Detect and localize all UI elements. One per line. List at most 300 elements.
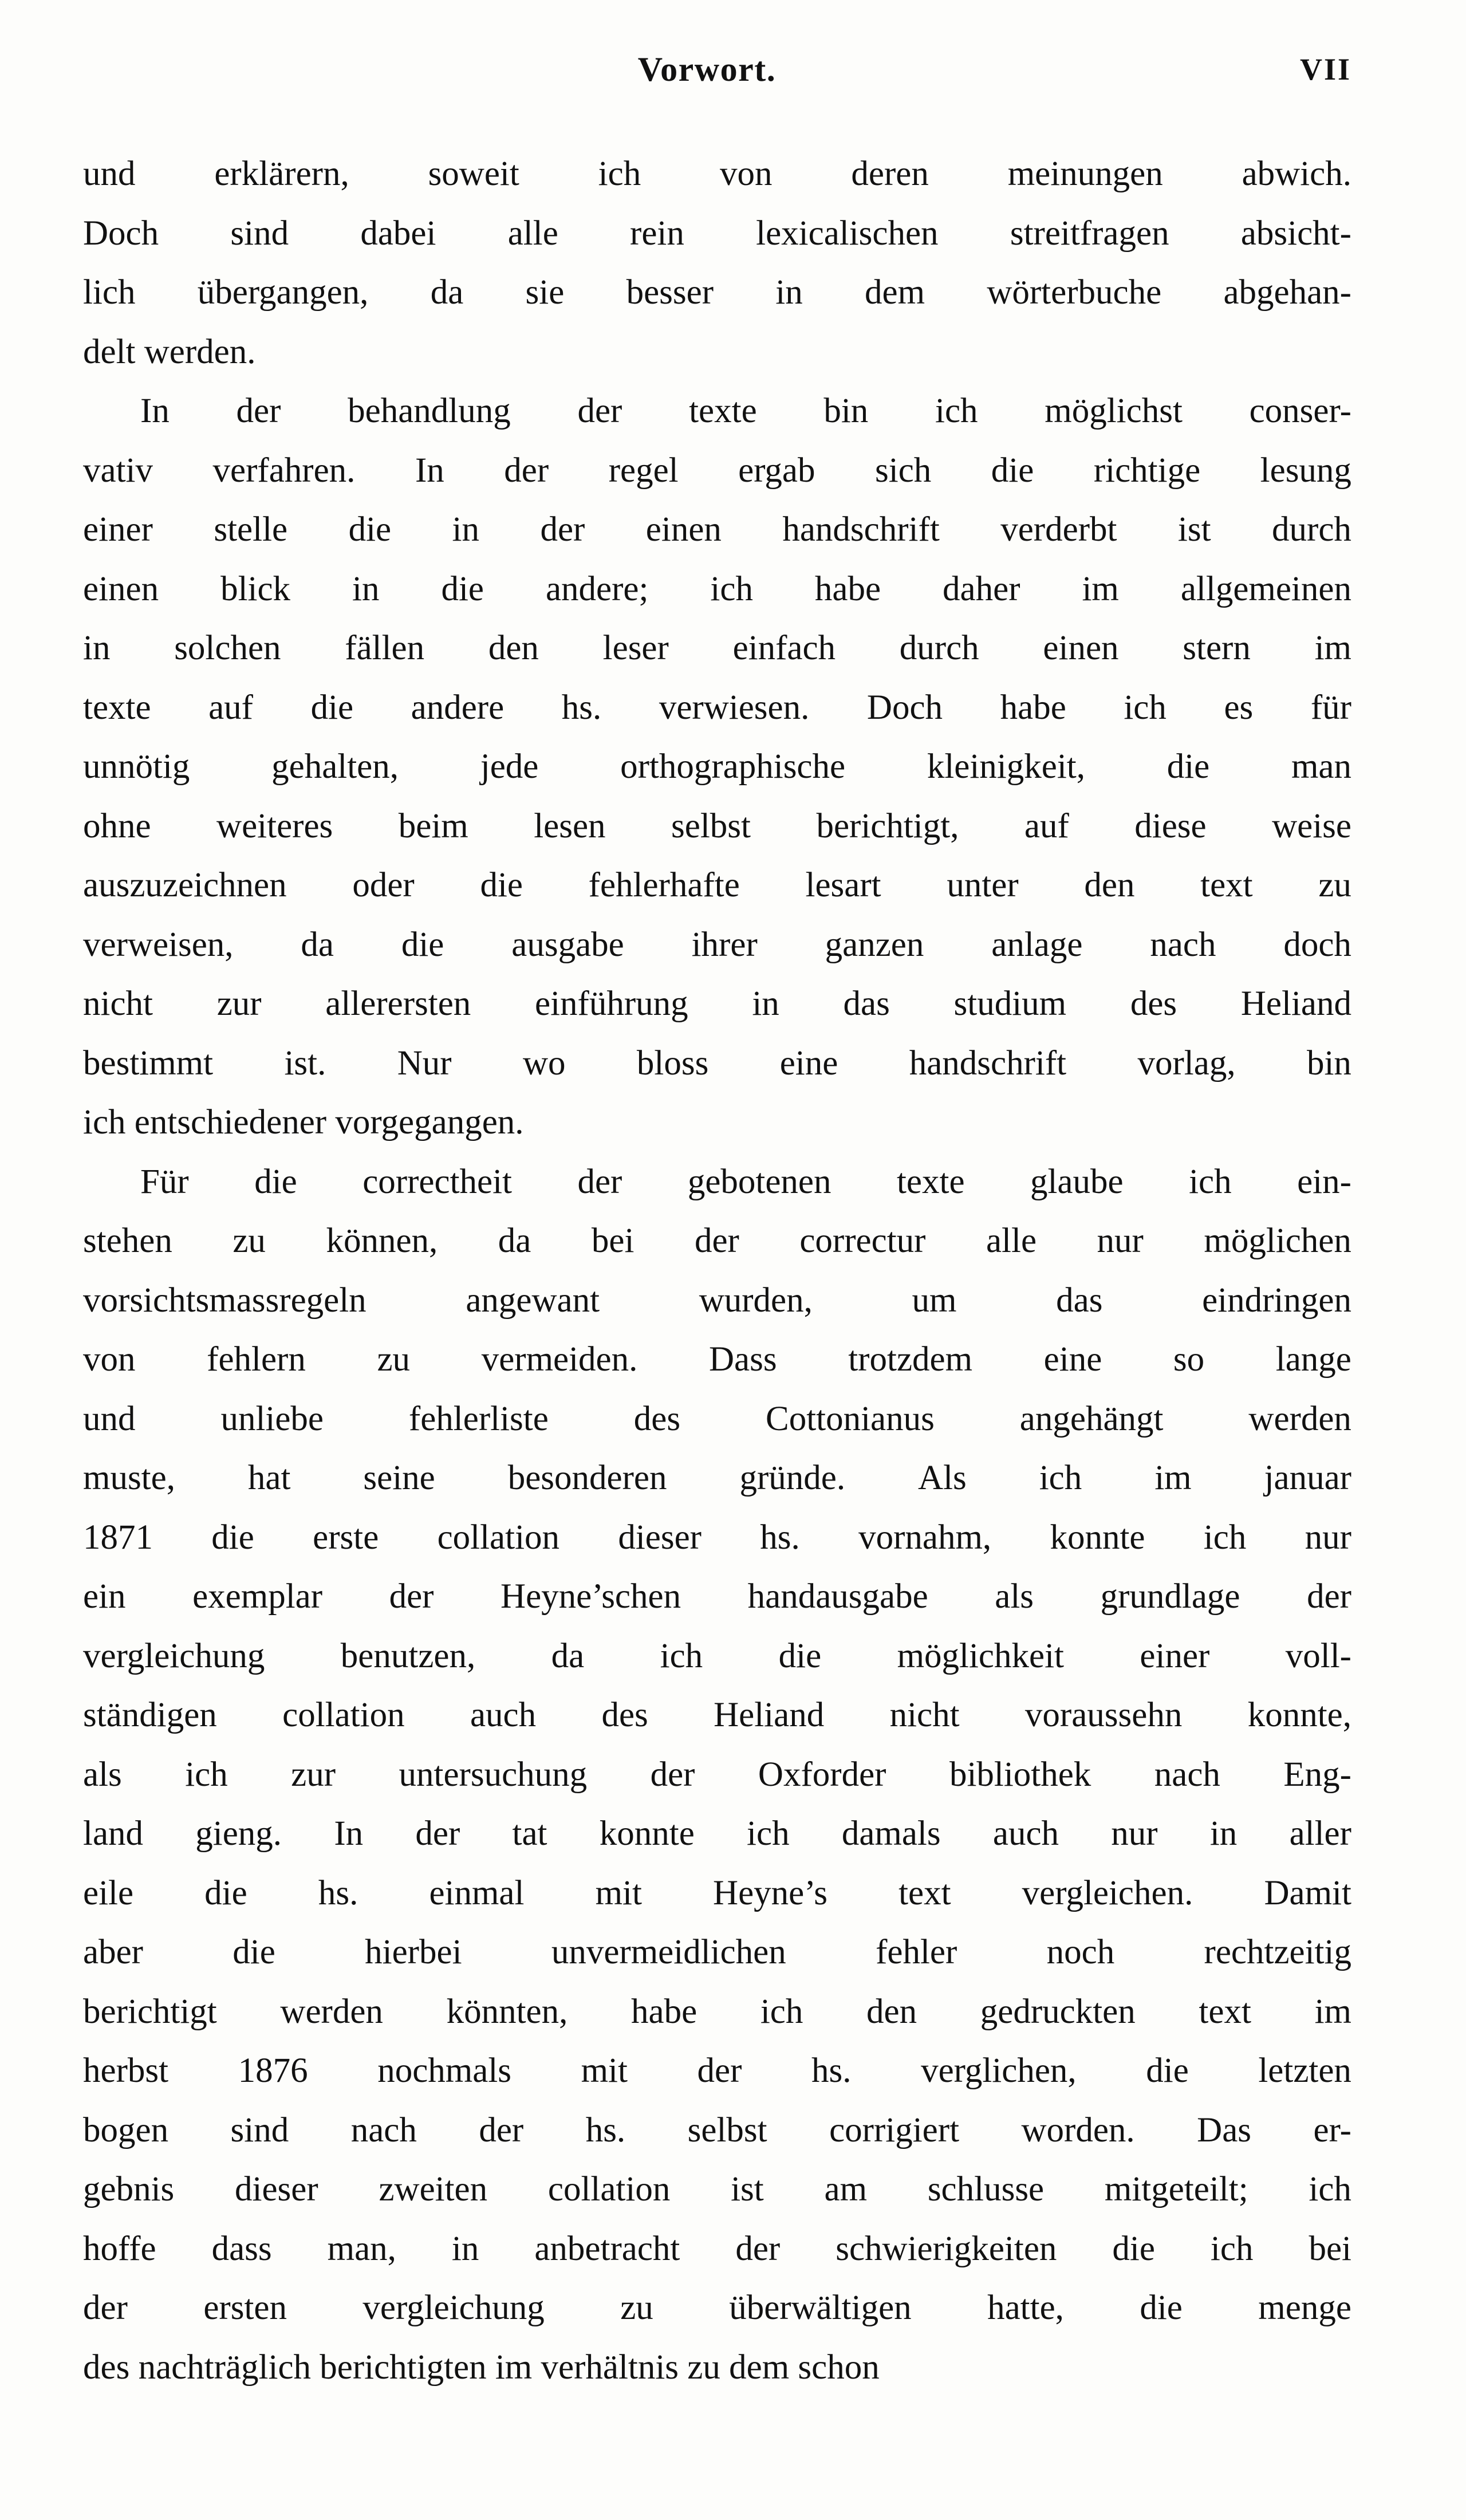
word: einer — [1140, 1636, 1210, 1675]
word: selbst — [687, 2110, 767, 2149]
word: man, — [327, 2229, 396, 2268]
text-line: ich entschiedener vorgegangen. — [83, 1103, 524, 1141]
word: die — [778, 1636, 822, 1675]
word: ein — [83, 1577, 126, 1616]
word: und — [83, 155, 136, 193]
word: Damit — [1264, 1873, 1351, 1912]
word: der — [389, 1577, 434, 1616]
word: In — [140, 392, 170, 430]
word: bogen — [83, 2110, 169, 2149]
word: handschrift — [909, 1044, 1067, 1082]
word: dem — [865, 273, 925, 312]
word: im — [1314, 629, 1351, 667]
word: alle — [986, 1222, 1037, 1260]
word: in — [83, 629, 111, 667]
word: letzten — [1258, 2052, 1351, 2090]
word: einmal — [429, 1873, 525, 1912]
word: lexicalischen — [756, 214, 939, 253]
word: wo — [522, 1044, 566, 1082]
word: wörterbuche — [987, 273, 1162, 312]
word: ausgabe — [511, 925, 624, 964]
text-line — [83, 1686, 1351, 1745]
running-head — [83, 49, 1351, 94]
word: verweisen, — [83, 925, 234, 964]
word: januar — [1264, 1459, 1351, 1497]
word: sind — [230, 214, 289, 253]
word: ich — [1203, 1518, 1247, 1557]
word: orthographische — [620, 747, 846, 786]
word: richtige — [1093, 451, 1201, 490]
word: stehen — [83, 1222, 172, 1260]
word: weiteres — [216, 806, 333, 845]
word: lesart — [805, 866, 881, 904]
word: im — [1154, 1459, 1192, 1497]
word: seine — [363, 1459, 435, 1497]
word: vermeiden. — [481, 1340, 638, 1379]
word: zu — [620, 2289, 653, 2327]
word: Eng- — [1283, 1755, 1351, 1794]
text-line — [83, 797, 1351, 856]
word: beim — [398, 806, 468, 845]
word: konnte — [599, 1814, 695, 1853]
word: nicht — [889, 1696, 960, 1734]
word: lich — [83, 273, 136, 312]
word: studium — [953, 985, 1067, 1023]
word: eine — [779, 1044, 838, 1082]
word: einen — [83, 569, 159, 608]
word: durch — [899, 629, 979, 667]
word: correctheit — [362, 1162, 512, 1201]
word: angehängt — [1019, 1399, 1164, 1438]
word: erklärern, — [214, 155, 349, 193]
word: am — [824, 2170, 868, 2208]
word: habe — [631, 1992, 697, 2031]
word: lesung — [1260, 451, 1351, 490]
word: dieser — [618, 1518, 702, 1557]
word: stelle — [214, 510, 288, 549]
word: gebnis — [83, 2170, 175, 2208]
word: möglichen — [1204, 1222, 1351, 1260]
word: gehalten, — [271, 747, 399, 786]
word: unvermeidlichen — [551, 1933, 786, 1971]
word: streitfragen — [1010, 214, 1169, 253]
word: solchen — [174, 629, 281, 667]
word: ständigen — [83, 1696, 217, 1734]
word: mit — [595, 1873, 642, 1912]
word: eile — [83, 1873, 134, 1912]
word: muste, — [83, 1459, 175, 1497]
word: voraussehn — [1024, 1696, 1183, 1734]
word: fehlerhafte — [588, 866, 740, 904]
text-line — [83, 1508, 1351, 1568]
word: text — [898, 1873, 951, 1912]
word: in — [752, 985, 779, 1023]
word: ohne — [83, 806, 151, 845]
word: herbst — [83, 2052, 169, 2090]
word: aber — [83, 1933, 143, 1971]
word: nur — [1111, 1814, 1158, 1853]
word: da — [551, 1636, 585, 1675]
word: texte — [83, 688, 151, 727]
word: fehler — [876, 1933, 957, 1971]
word: können, — [326, 1222, 438, 1260]
text-line — [83, 2278, 1351, 2338]
word: der — [415, 1814, 460, 1853]
word: auch — [470, 1696, 537, 1734]
word: einer — [83, 510, 153, 549]
word: hs. — [318, 1873, 358, 1912]
word: vergleichung — [362, 2289, 545, 2327]
word: damals — [841, 1814, 941, 1853]
word: text — [1199, 1992, 1251, 2031]
text-line — [83, 1627, 1351, 1686]
word: untersuchung — [399, 1755, 588, 1794]
word: zweiten — [379, 2170, 488, 2208]
word: vergleichen. — [1022, 1873, 1193, 1912]
word: trotzdem — [848, 1340, 973, 1379]
word: um — [912, 1281, 957, 1320]
word: da — [301, 925, 334, 964]
word: Für — [140, 1162, 189, 1201]
word: hs. — [585, 2110, 626, 2149]
word: die — [348, 510, 392, 549]
word: ich — [760, 1992, 803, 2031]
word: mit — [581, 2052, 628, 2090]
word: die — [441, 569, 484, 608]
word: in — [451, 2229, 479, 2268]
word: sie — [525, 273, 565, 312]
word: einfach — [732, 629, 836, 667]
word: Nur — [397, 1044, 452, 1082]
word: tat — [512, 1814, 547, 1853]
word: durch — [1272, 510, 1351, 549]
word: mitgeteilt; — [1104, 2170, 1248, 2208]
paragraph — [83, 144, 1351, 381]
word: konnte, — [1247, 1696, 1351, 1734]
word: oder — [352, 866, 415, 904]
word: Oxforder — [758, 1755, 886, 1794]
word: menge — [1258, 2289, 1351, 2327]
word: worden. — [1021, 2110, 1135, 2149]
word: hat — [247, 1459, 291, 1497]
word: die — [1146, 2052, 1189, 2090]
word: bin — [823, 392, 869, 430]
word: könnten, — [446, 1992, 568, 2031]
word: unter — [947, 866, 1019, 904]
word: bei — [591, 1222, 635, 1260]
word: aller — [1289, 1814, 1351, 1853]
paragraph — [83, 381, 1351, 1152]
text-line — [83, 500, 1351, 560]
word: Heliand — [1240, 985, 1351, 1023]
word: exemplar — [192, 1577, 323, 1616]
word: hatte, — [987, 2289, 1064, 2327]
word: die — [232, 1933, 275, 1971]
word: conser- — [1249, 392, 1351, 430]
word: ich — [747, 1814, 790, 1853]
word: kleinigkeit, — [927, 747, 1085, 786]
word: besser — [626, 273, 714, 312]
text-line — [83, 856, 1351, 915]
word: deren — [851, 155, 929, 193]
word: vorsichtsmassregeln — [83, 1281, 366, 1320]
word: unliebe — [220, 1399, 324, 1438]
word: in — [452, 510, 479, 549]
word: unnötig — [83, 747, 190, 786]
word: gieng. — [195, 1814, 282, 1853]
word: land — [83, 1814, 144, 1853]
word: ihrer — [691, 925, 758, 964]
word: Heliand — [714, 1696, 825, 1734]
word: Dass — [709, 1340, 777, 1379]
word: allgemeinen — [1180, 569, 1351, 608]
word: voll- — [1285, 1636, 1351, 1675]
word: ich — [1124, 688, 1167, 727]
word: bibliothek — [949, 1755, 1091, 1794]
word: bin — [1306, 1044, 1351, 1082]
text-line: delt werden. — [83, 332, 256, 371]
word: die — [1167, 747, 1210, 786]
word: des — [1130, 985, 1177, 1023]
word: In — [334, 1814, 364, 1853]
word: benutzen, — [340, 1636, 476, 1675]
word: zur — [291, 1755, 336, 1794]
word: und — [83, 1399, 136, 1438]
word: auszuzeichnen — [83, 866, 287, 904]
word: doch — [1283, 925, 1351, 964]
word: texte — [896, 1162, 965, 1201]
word: von — [720, 155, 773, 193]
word: Doch — [83, 214, 159, 253]
word: diese — [1134, 806, 1207, 845]
word: der — [479, 2110, 524, 2149]
word: als — [995, 1577, 1034, 1616]
word: hs. — [811, 2052, 852, 2090]
word: Heyne’schen — [501, 1577, 681, 1616]
text-line — [83, 2101, 1351, 2160]
word: die — [991, 451, 1034, 490]
word: ich — [1039, 1459, 1082, 1497]
word: so — [1173, 1340, 1205, 1379]
word: die — [211, 1518, 254, 1557]
word: abgehan- — [1223, 273, 1351, 312]
text-line — [83, 1982, 1351, 2042]
word: verderbt — [1000, 510, 1117, 549]
word: in — [352, 569, 380, 608]
word: angewant — [466, 1281, 600, 1320]
word: vativ — [83, 451, 153, 490]
page-title: Vorwort. — [637, 50, 777, 88]
word: noch — [1046, 1933, 1115, 1971]
word: collation — [437, 1518, 560, 1557]
word: die — [254, 1162, 297, 1201]
word: fehlerliste — [408, 1399, 549, 1438]
word: glaube — [1030, 1162, 1124, 1201]
word: soweit — [428, 155, 519, 193]
word: sind — [230, 2110, 289, 2149]
word: ist. — [284, 1044, 326, 1082]
word: eindringen — [1202, 1281, 1351, 1320]
word: da — [498, 1222, 531, 1260]
text-line — [83, 1152, 1351, 1212]
word: sich — [875, 451, 932, 490]
word: 1871 — [83, 1518, 153, 1557]
text-line — [83, 2160, 1351, 2219]
word: Als — [918, 1459, 967, 1497]
word: texte — [689, 392, 757, 430]
word: habe — [1000, 688, 1066, 727]
word: zu — [377, 1340, 411, 1379]
word: der — [540, 510, 585, 549]
word: bei — [1309, 2229, 1351, 2268]
word: werden — [280, 1992, 383, 2031]
word: das — [843, 985, 890, 1023]
text-line — [83, 619, 1351, 678]
word: ich — [1210, 2229, 1254, 2268]
word: nicht — [83, 985, 153, 1023]
text-line — [83, 441, 1351, 501]
word: lange — [1275, 1340, 1351, 1379]
page-number: VII — [1299, 52, 1351, 86]
word: eine — [1043, 1340, 1102, 1379]
word: der — [504, 451, 549, 490]
word: ist — [1177, 510, 1211, 549]
word: ich — [598, 155, 641, 193]
word: daher — [943, 569, 1020, 608]
word: dabei — [360, 214, 436, 253]
word: hs. — [561, 688, 602, 727]
word: von — [83, 1340, 136, 1379]
word: ich — [660, 1636, 703, 1675]
text-line — [83, 2219, 1351, 2279]
word: nur — [1097, 1222, 1144, 1260]
word: schlusse — [927, 2170, 1045, 2208]
word: übergangen, — [197, 273, 369, 312]
text-line — [83, 678, 1351, 738]
word: schwierigkeiten — [836, 2229, 1057, 2268]
word: abwich. — [1242, 155, 1351, 193]
text-line — [83, 2041, 1351, 2101]
word: es — [1224, 688, 1254, 727]
word: konnte — [1050, 1518, 1145, 1557]
word: möglichkeit — [897, 1636, 1064, 1675]
word: einführung — [535, 985, 688, 1023]
text-line — [83, 1448, 1351, 1508]
text-line — [83, 263, 1351, 322]
word: der — [83, 2289, 128, 2327]
word: lesen — [534, 806, 606, 845]
word: möglichst — [1045, 392, 1183, 430]
word: der — [697, 2052, 742, 2090]
word: berichtigt — [83, 1992, 217, 2031]
text-line — [83, 204, 1351, 263]
word: zur — [216, 985, 262, 1023]
word: werden — [1248, 1399, 1351, 1438]
word: fehlern — [207, 1340, 306, 1379]
word: des — [601, 1696, 648, 1734]
word: besonderen — [507, 1459, 667, 1497]
word: alle — [507, 214, 558, 253]
text-line — [83, 1745, 1351, 1805]
word: der — [735, 2229, 781, 2268]
word: rechtzeitig — [1204, 1933, 1351, 1971]
text-line — [83, 737, 1351, 797]
word: überwältigen — [729, 2289, 912, 2327]
word: collation — [282, 1696, 405, 1734]
text-line — [83, 1923, 1351, 1982]
word: fällen — [345, 629, 425, 667]
word: er- — [1313, 2110, 1351, 2149]
word: ganzen — [825, 925, 924, 964]
word: ersten — [203, 2289, 287, 2327]
word: im — [1082, 569, 1119, 608]
word: einen — [1043, 629, 1119, 667]
paragraph — [83, 1152, 1351, 2397]
word: dass — [211, 2229, 272, 2268]
word: der — [650, 1755, 695, 1794]
word: leser — [602, 629, 669, 667]
word: auf — [1024, 806, 1069, 845]
word: nach — [1150, 925, 1216, 964]
word: für — [1310, 688, 1351, 727]
word: ein- — [1297, 1162, 1351, 1201]
word: Cottonianus — [766, 1399, 935, 1438]
text-line — [83, 1034, 1351, 1093]
word: den — [488, 629, 539, 667]
word: habe — [814, 569, 881, 608]
word: einen — [645, 510, 722, 549]
word: weise — [1272, 806, 1351, 845]
word: andere — [411, 688, 505, 727]
word: den — [1084, 866, 1135, 904]
word: gebotenen — [687, 1162, 831, 1201]
word: die — [1140, 2289, 1183, 2327]
word: als — [83, 1755, 122, 1794]
word: der — [694, 1222, 739, 1260]
word: rein — [630, 214, 684, 253]
word: der — [236, 392, 281, 430]
word: ich — [1309, 2170, 1351, 2208]
word: die — [310, 688, 354, 727]
word: des — [633, 1399, 681, 1438]
text-line — [83, 381, 1351, 441]
word: verwiesen. — [659, 688, 810, 727]
word: Heyne’s — [713, 1873, 827, 1912]
word: berichtigt, — [816, 806, 959, 845]
text-line — [83, 560, 1351, 619]
text-line — [83, 144, 1351, 204]
word: collation — [547, 2170, 671, 2208]
word: allerersten — [325, 985, 471, 1023]
word: erste — [313, 1518, 379, 1557]
word: bloss — [636, 1044, 709, 1082]
word: da — [430, 273, 464, 312]
body-text — [83, 144, 1351, 2397]
word: die — [401, 925, 444, 964]
word: der — [1307, 1577, 1351, 1616]
word: bestimmt — [83, 1044, 214, 1082]
word: gründe. — [739, 1459, 846, 1497]
word: ich — [710, 569, 753, 608]
word: die — [204, 1873, 247, 1912]
word: ich — [185, 1755, 228, 1794]
word: selbst — [671, 806, 751, 845]
word: verfahren. — [212, 451, 356, 490]
word: correctur — [799, 1222, 926, 1260]
word: blick — [220, 569, 291, 608]
word: vorlag, — [1137, 1044, 1236, 1082]
word: auf — [208, 688, 253, 727]
